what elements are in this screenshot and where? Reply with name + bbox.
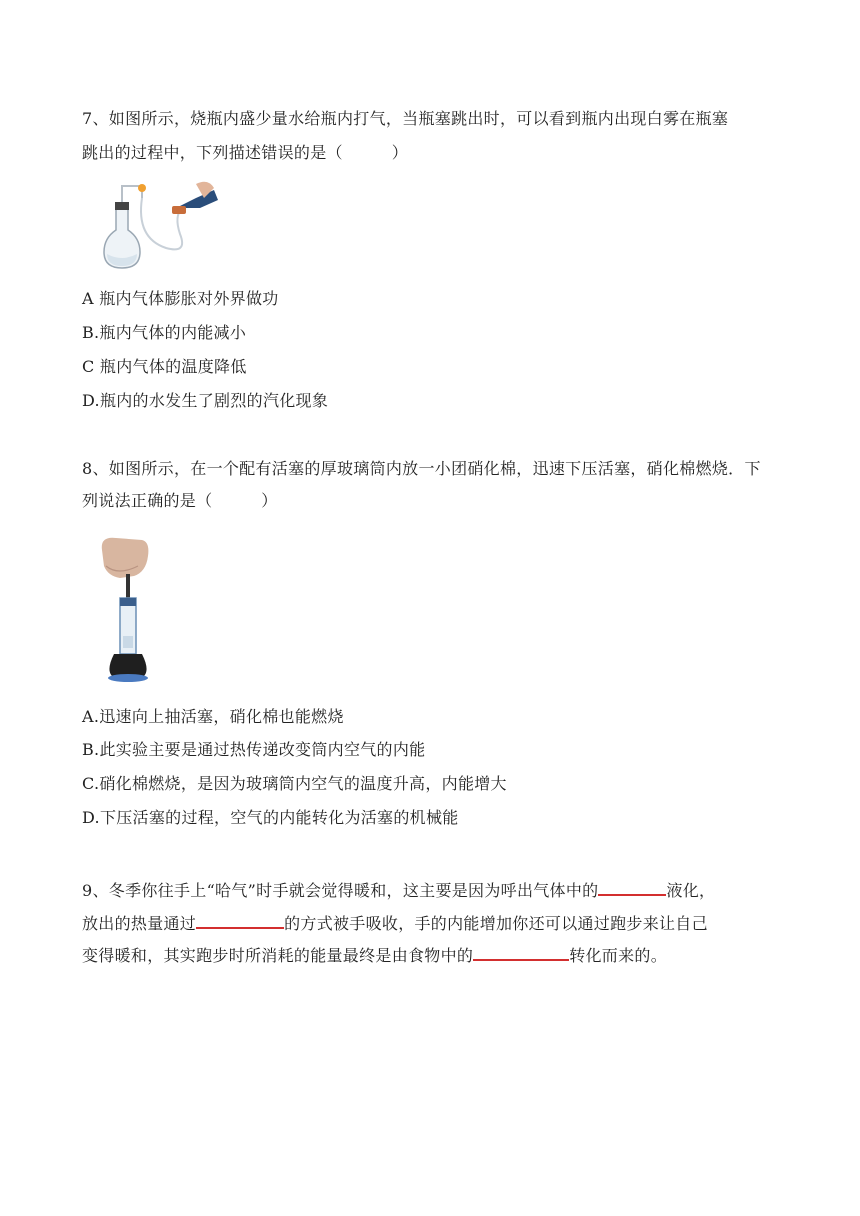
q9-line3-text-b: 转化而来的。 [569,946,668,965]
q8-option-a: A.迅速向上抽活塞，硝化棉也能燃烧 [82,707,344,726]
q7-option-d: D.瓶内的水发生了剧烈的汽化现象 [82,391,329,410]
q9-line3 [82,941,667,967]
piston-cylinder-figure [98,536,154,684]
q8-stem-line1: 8、如图所示，在一个配有活塞的厚玻璃筒内放一小团硝化棉，迅速下压活塞，硝化棉燃烧．下 [82,459,761,478]
answer-blank-3[interactable] [473,941,569,961]
q8-option-c: C.硝化棉燃烧，是因为玻璃筒内空气的温度升高，内能增大 [82,774,507,793]
q9-line2-text-b: 的方式被手吸收，手的内能增加你还可以通过跑步来让自己 [284,914,708,933]
flask-pump-figure [96,178,220,274]
q7-option-b: B.瓶内气体的内能减小 [82,323,247,342]
q8-option-d: D.下压活塞的过程，空气的内能转化为活塞的机械能 [82,808,459,827]
answer-blank-1[interactable] [598,876,666,896]
q9-line3-text-a: 变得暖和，其实跑步时所消耗的能量最终是由食物中的 [82,946,474,965]
q8-stem-line2: 列说法正确的是（ ） [82,491,278,510]
q7-stem-line1: 7、如图所示，烧瓶内盛少量水给瓶内打气，当瓶塞跳出时，可以看到瓶内出现白雾在瓶塞 [82,109,729,128]
q9-line2-text-a: 放出的热量通过 [82,914,197,933]
q8-option-b: B.此实验主要是通过热传递改变筒内空气的内能 [82,740,426,759]
q7-option-a: A 瓶内气体膨胀对外界做功 [82,289,279,308]
q7-option-c: C 瓶内气体的温度降低 [82,357,247,376]
q9-line1 [82,876,715,902]
q9-line1-text-b: 液化， [666,881,716,900]
q9-line2 [82,909,708,935]
q7-stem-line2: 跳出的过程中，下列描述错误的是（ ） [82,143,409,162]
q9-line1-text-a: 9、冬季你往手上“哈气”时手就会觉得暖和，这主要是因为呼出气体中的 [82,881,599,900]
answer-blank-2[interactable] [196,909,284,929]
